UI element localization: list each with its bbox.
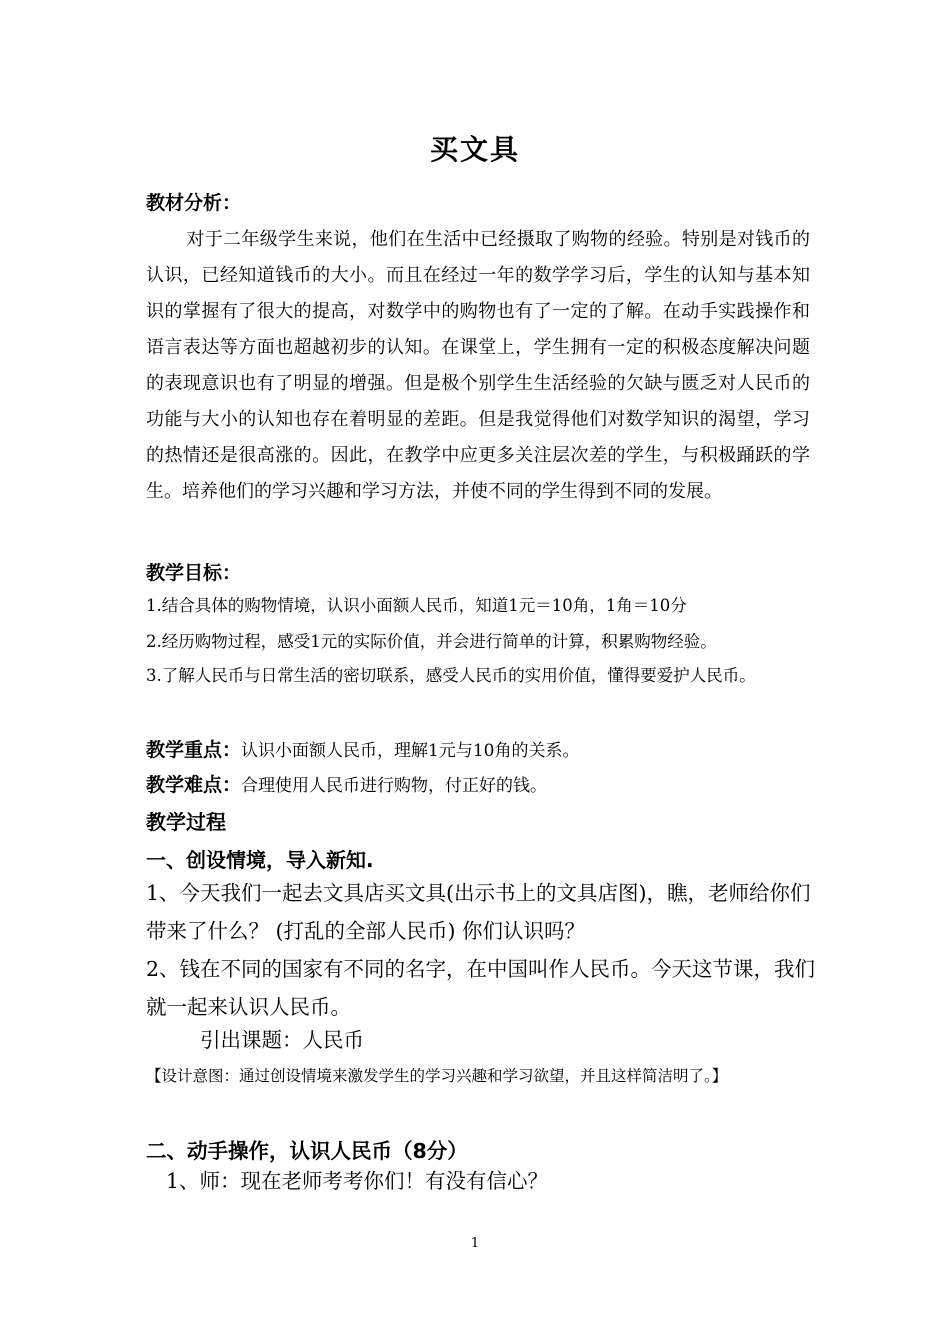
key-point [146, 732, 810, 769]
material-analysis-text: 对于二年级学生来说，他们在生活中已经摄取了购物的经验。特别是对钱币的认识，已经知道钱币的大小。而且在经过一年的数学学习后，学生的认知与基本知识的掌握有了很大的提高，对数学中的购物也有了一定的了解。在动手实践操作和语言表达等方面也超越初步的认知。在课堂上，学生拥有一定的积极态度解决问题的表现意识也有了明显的增强。但是极个别学生生活经验的欠缺与匮乏对人民币的功能与大小的认知也存在着明显的差距。但是我觉得他们对数学知识的渴望，学习的热情还是很高涨的。因此，在教学中应更多关注层次差的学生，与积极踊跃的学生。培养他们的学习兴趣和学习方法，并使不同的学生得到不同的发展。 [146, 229, 810, 502]
key-point-label: 教学重点： [146, 739, 242, 761]
difficulty [146, 767, 810, 804]
goal-item-2: 2.经历购物过程，感受1元的实际价值，并会进行简单的计算，积累购物经验。 [146, 632, 717, 651]
section1-topic-line: 引出课题：人民币 [200, 1028, 364, 1052]
page-number: 1 [470, 1236, 480, 1251]
document-title: 买文具 [429, 133, 520, 166]
process-heading: 教学过程 [146, 810, 226, 834]
difficulty-text: 合理使用人民币进行购物，付正好的钱。 [241, 776, 548, 796]
section2-heading: 二、动手操作，认识人民币（8分） [146, 1139, 468, 1163]
key-point-text: 认识小面额人民币，理解1元与10角的关系。 [241, 741, 580, 761]
section1-paragraph-2: 2、钱在不同的国家有不同的名字，在中国叫作人民币。今天这节课，我们就一起来认识人民币。 [146, 957, 816, 1019]
goals-heading: 教学目标： [146, 562, 242, 584]
section2-paragraph-1: 1、师：现在老师考考你们！有没有信心？ [166, 1169, 549, 1193]
goal-item-3: 3.了解人民币与日常生活的密切联系，感受人民币的实用价值，懂得要爱护人民币。 [146, 666, 756, 685]
material-analysis-paragraph [146, 222, 810, 510]
material-analysis-heading: 教材分析： [146, 192, 242, 214]
section1-heading: 一、创设情境，导入新知. [146, 848, 374, 872]
difficulty-label: 教学难点： [146, 774, 242, 796]
design-intent-note: 【设计意图：通过创设情境来激发学生的学习兴趣和学习欲望，并且这样简洁明了。】 [146, 1067, 728, 1085]
section1-paragraph-1: 1、今天我们一起去文具店买文具(出示书上的文具店图)，瞧，老师给你们带来了什么？ (打乱的全部人民币) 你们认识吗？ [146, 881, 811, 943]
goal-item-1: 1.结合具体的购物情境，认识小面额人民币，知道1元＝10角，1角＝10分 [146, 596, 687, 615]
